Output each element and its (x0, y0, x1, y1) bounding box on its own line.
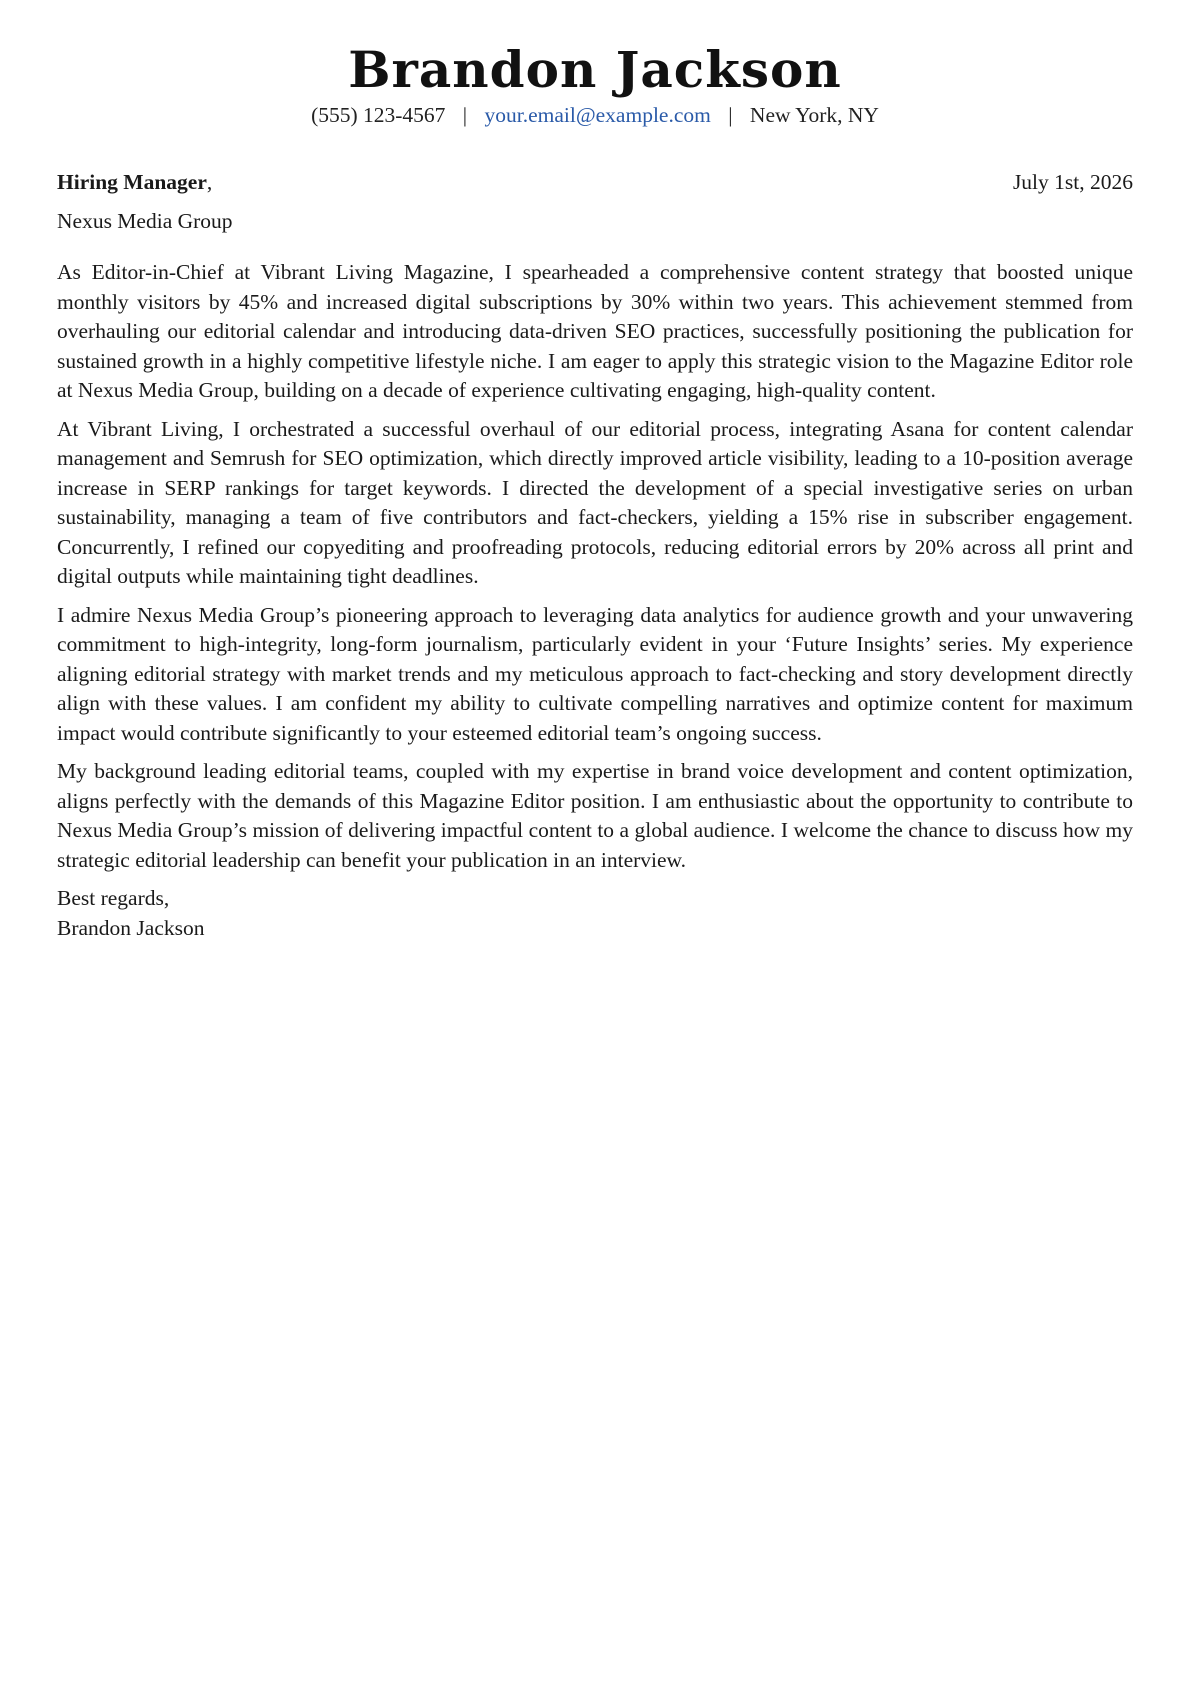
contact-separator: | (728, 103, 733, 127)
recipient-title-text: Hiring Manager (57, 170, 207, 194)
letter-date: July 1st, 2026 (1012, 170, 1133, 194)
letter-closing (57, 884, 1133, 943)
cover-letter-page (57, 0, 1133, 943)
contact-separator: | (462, 103, 468, 127)
letter-body (57, 258, 1133, 875)
recipient-date-row (57, 170, 1133, 195)
body-paragraph: As Editor-in-Chief at Vibrant Living Magazine, I spearheaded a comprehensive content strategy that boosted unique monthly visitors by 45% and increased digital subscriptions by 30% within two years. This achievement stemmed from overhauling our editorial calendar and introducing data-driven SEO practices, successfully positioning the publication for sustained growth in a highly competitive lifestyle niche. I am eager to apply this strategic vision to the Magazine Editor role at Nexus Media Group, building on a decade of experience cultivating engaging, high-quality content. (57, 260, 1133, 402)
recipient-company: Nexus Media Group (57, 209, 233, 233)
contact-line (57, 103, 1133, 128)
location: New York, NY (749, 103, 879, 127)
body-paragraph: I admire Nexus Media Group’s pioneering approach to leveraging data analytics for audience growth and your unwavering commitment to high-integrity, long-form journalism, particularly evident in your ‘Future Insights’ series. My experience aligning editorial strategy with market trends and my meticulous approach to fact-checking and story development directly align with these values. I am confident my ability to cultivate compelling narratives and optimize content for maximum impact would contribute significantly to your esteemed editorial team’s ongoing success. (57, 602, 1133, 745)
closing-salutation: Best regards, (57, 886, 170, 910)
body-paragraph: My background leading editorial teams, coupled with my expertise in brand voice development and content optimization, aligns perfectly with the demands of this Magazine Editor position. I am enthusiastic about the opportunity to contribute to Nexus Media Group’s mission of delivering impactful content to a global audience. I welcome the chance to discuss how my strategic editorial leadership can benefit your publication in an interview. (57, 759, 1133, 872)
recipient-title-suffix: , (206, 170, 213, 194)
applicant-name: Brandon Jackson (348, 40, 842, 99)
phone-number: (555) 123-4567 (311, 103, 446, 127)
email-link[interactable]: your.email@example.com (484, 103, 711, 127)
recipient-title (57, 170, 212, 195)
body-paragraph: At Vibrant Living, I orchestrated a successful overhaul of our editorial process, integrating Asana for content calendar management and Semrush for SEO optimization, which directly improved article visibility, leading to a 10-position average increase in SERP rankings for target keywords. I directed the development of a special investigative series on urban sustainability, managing a team of five contributors and fact-checkers, yielding a 15% rise in subscriber engagement. Concurrently, I refined our copyediting and proofreading protocols, reducing editorial errors by 20% across all print and digital outputs while maintaining tight deadlines. (57, 416, 1133, 588)
closing-signature: Brandon Jackson (57, 915, 205, 940)
